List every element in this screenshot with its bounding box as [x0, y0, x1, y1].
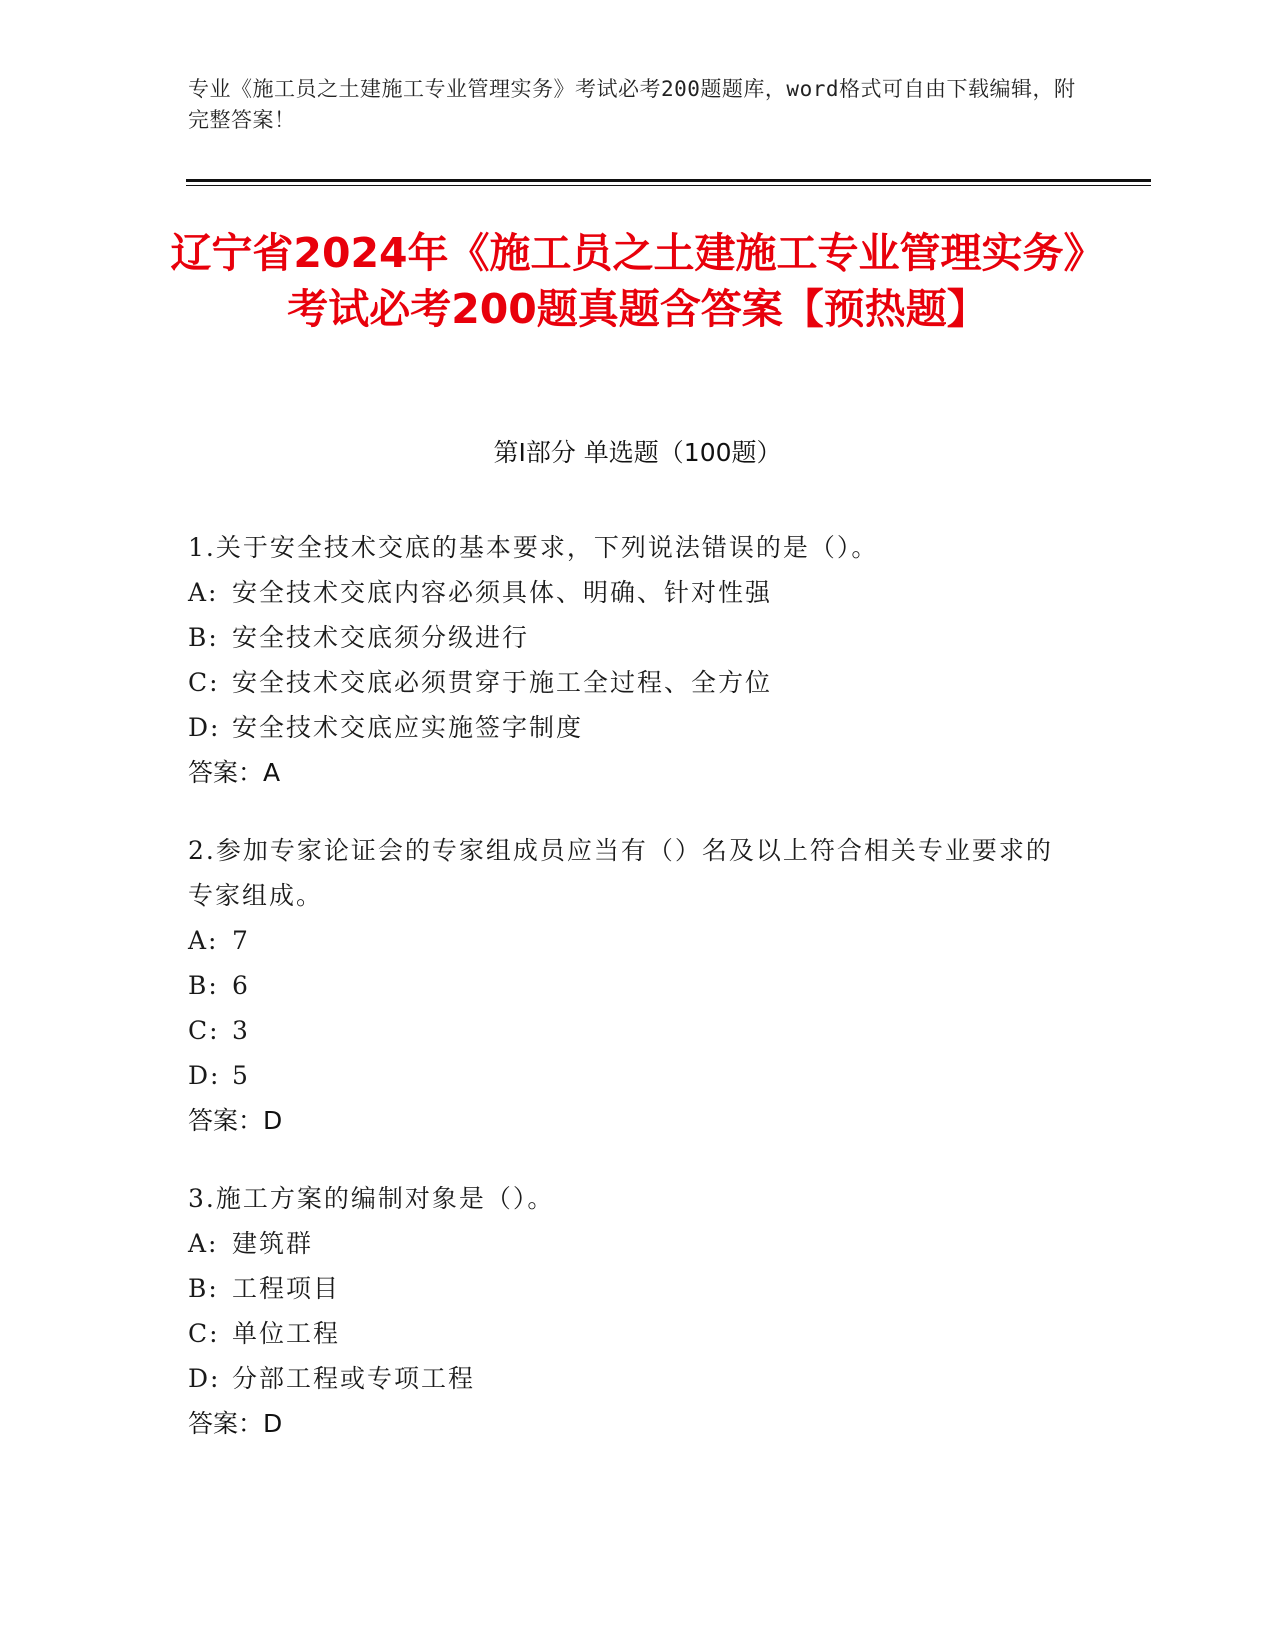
- option-c: [188, 1311, 1068, 1356]
- option-letter: A:: [188, 578, 219, 607]
- option-text: 5: [232, 1061, 250, 1090]
- question-text: 3.施工方案的编制对象是（）。: [188, 1184, 555, 1213]
- question-2: [188, 828, 1068, 1143]
- answer: 答案：D: [188, 1106, 283, 1135]
- option-b: [188, 963, 1068, 1008]
- option-a: [188, 1221, 1068, 1266]
- answer: 答案：A: [188, 758, 281, 787]
- option-a: [188, 570, 1068, 615]
- option-letter: C:: [188, 668, 220, 697]
- option-letter: D:: [188, 713, 221, 742]
- option-b: [188, 615, 1068, 660]
- option-text: 单位工程: [232, 1319, 341, 1348]
- option-letter: B:: [188, 623, 219, 652]
- option-letter: D:: [188, 1061, 221, 1090]
- option-text: 安全技术交底内容必须具体、明确、针对性强: [232, 578, 773, 607]
- question-3: [188, 1176, 1068, 1446]
- option-letter: A:: [188, 1229, 219, 1258]
- option-text: 7: [232, 926, 250, 955]
- option-letter: B:: [188, 971, 219, 1000]
- option-letter: A:: [188, 926, 219, 955]
- option-b: [188, 1266, 1068, 1311]
- option-letter: C:: [188, 1016, 220, 1045]
- option-text: 建筑群: [232, 1229, 314, 1258]
- option-text: 分部工程或专项工程: [232, 1364, 476, 1393]
- option-text: 安全技术交底须分级进行: [232, 623, 530, 652]
- option-text: 工程项目: [232, 1274, 341, 1303]
- option-letter: D:: [188, 1364, 221, 1393]
- header-rule-thin: [186, 185, 1151, 186]
- option-d: [188, 705, 1068, 750]
- section-heading: 第I部分 单选题（100题）: [493, 438, 782, 467]
- question-1: [188, 525, 1068, 795]
- option-letter: C:: [188, 1319, 220, 1348]
- question-list: [188, 525, 1068, 1479]
- option-d: [188, 1356, 1068, 1401]
- question-text: 2.参加专家论证会的专家组成员应当有（）名及以上符合相关专业要求的专家组成。: [188, 836, 1053, 910]
- option-text: 6: [232, 971, 250, 1000]
- header-rule-thick: [186, 179, 1151, 182]
- option-text: 安全技术交底必须贯穿于施工全过程、全方位: [232, 668, 773, 697]
- option-c: [188, 1008, 1068, 1053]
- option-letter: B:: [188, 1274, 219, 1303]
- question-text: 1.关于安全技术交底的基本要求，下列说法错误的是（）。: [188, 533, 879, 562]
- option-a: [188, 918, 1068, 963]
- option-text: 3: [232, 1016, 250, 1045]
- option-c: [188, 660, 1068, 705]
- header-note: 专业《施工员之土建施工专业管理实务》考试必考200题题库，word格式可自由下载编辑，附完整答案！: [188, 77, 1076, 132]
- option-d: [188, 1053, 1068, 1098]
- option-text: 安全技术交底应实施签字制度: [232, 713, 584, 742]
- document-title: 辽宁省2024年《施工员之土建施工专业管理实务》考试必考200题真题含答案【预热题】: [170, 229, 1105, 333]
- answer: 答案：D: [188, 1409, 283, 1438]
